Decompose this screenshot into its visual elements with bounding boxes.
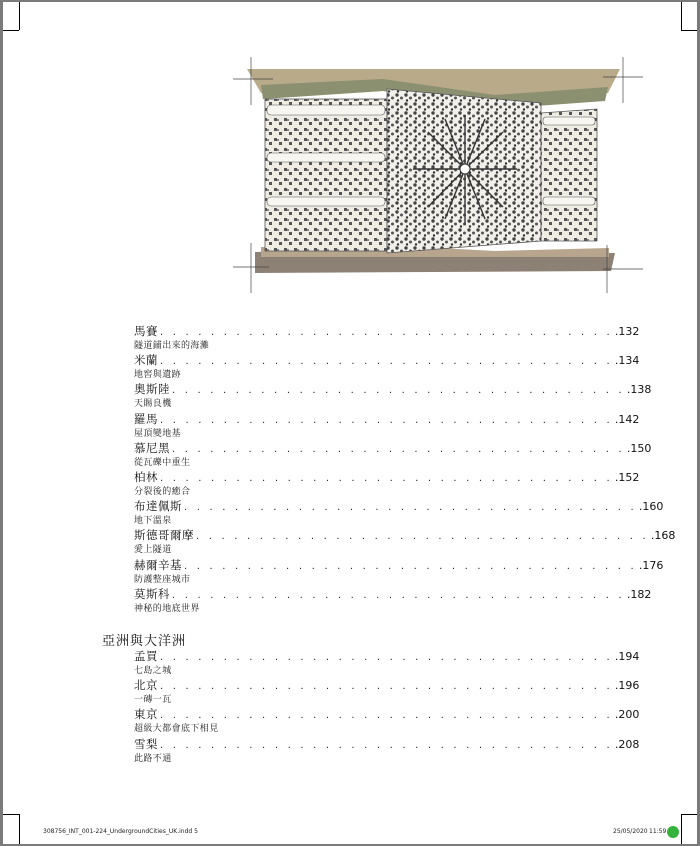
toc-leader-dots: . . . . . . . . . . . . . . . . . . . . . . . . . . . . . . . . . . . . [160,472,613,484]
registration-dot [667,826,679,838]
toc-entry-subtitle: 七島之城 [134,666,172,676]
toc-leader-dots: . . . . . . . . . . . . . . . . . . . . . . . . . . . . . . . . . . . . [172,385,625,397]
crop-mark [681,2,682,30]
table-of-contents [134,324,676,616]
catacomb-bone-wall-illustration [233,57,643,297]
toc-entry[interactable] [134,382,652,411]
toc-leader-dots: . . . . . . . . . . . . . . . . . . . . . . . . . . . . . . . . . . . . [184,502,637,514]
toc-entry[interactable] [134,649,640,678]
toc-entry-title: 布達佩斯 [134,499,182,514]
toc-leader-dots: . . . . . . . . . . . . . . . . . . . . . . . . . . . . . . . . . . . . [196,531,649,543]
toc-entry-title: 赫爾辛基 [134,557,182,572]
crop-mark [3,30,19,31]
crop-mark [681,30,697,31]
toc-entry-page: .194 [614,650,640,663]
toc-entry-title: 東京 [134,707,158,722]
toc-entry-page: .138 [626,383,652,397]
toc-entry-subtitle: 地下溫泉 [134,516,172,527]
toc-leader-dots: . . . . . . . . . . . . . . . . . . . . . . . . . . . . . . . . . . . . [160,356,613,368]
toc-entry-title: 莫斯科 [134,586,170,601]
toc-entry-page: .168 [650,529,676,543]
toc-entry[interactable] [134,324,640,353]
toc-entry-title: 北京 [134,678,158,693]
toc-entry-title: 馬賽 [134,324,158,338]
footer-time: 11:59 [649,828,667,835]
footer-slug: 308756_INT_001-224_UndergroundCities_UK.indd 5 [43,828,198,835]
crop-mark [681,814,697,815]
toc-entry-title: 柏林 [134,469,158,484]
toc-entry-page: .176 [638,558,664,572]
toc-leader-dots: . . . . . . . . . . . . . . . . . . . . . . . . . . . . . . . . . . . . [184,560,637,572]
toc-entry[interactable] [134,678,640,707]
toc-entry[interactable] [134,557,664,587]
toc-entry[interactable] [134,353,640,382]
toc-leader-dots: . . . . . . . . . . . . . . . . . . . . . . . . . . . . . . . . . . . . [172,589,625,601]
crop-mark [19,814,20,844]
footer-date: 25/05/2020 [613,828,648,835]
toc-entry-page: .150 [626,441,652,455]
toc-entry-subtitle: 隧道鋪出來的海灘 [134,341,210,351]
toc-entry-title: 孟買 [134,649,158,663]
toc-entry-title: 奧斯陸 [134,382,170,397]
toc-entry-page: .208 [614,737,640,751]
toc-entry[interactable] [134,528,676,557]
toc-leader-dots: . . . . . . . . . . . . . . . . . . . . . . . . . . . . . . . . . . . . [160,652,613,663]
toc-entry-title: 米蘭 [134,353,158,368]
toc-entry-subtitle: 屋頂變地基 [134,428,182,439]
toc-entry-subtitle: 防護整座城市 [134,574,191,585]
toc-entry-subtitle: 一磚一瓦 [134,695,172,706]
toc-entry-page: .152 [614,470,640,484]
crop-mark [3,814,19,815]
toc-entry[interactable] [134,586,652,616]
toc-leader-dots: . . . . . . . . . . . . . . . . . . . . . . . . . . . . . . . . . . . . [172,443,625,455]
toc-entry-page: .132 [614,325,640,338]
toc-entry-page: .196 [614,679,640,693]
toc-entry[interactable] [134,707,640,736]
toc-entry-subtitle: 超級大都會底下相見 [134,724,219,735]
toc-entry[interactable] [134,440,652,470]
toc-leader-dots: . . . . . . . . . . . . . . . . . . . . . . . . . . . . . . . . . . . . [160,681,613,693]
toc-entry-subtitle: 此路不通 [134,753,172,764]
toc-entry[interactable] [134,736,640,766]
toc-entry-subtitle: 地窖與遺跡 [134,370,182,381]
table-of-contents-asia [134,649,640,766]
toc-leader-dots: . . . . . . . . . . . . . . . . . . . . . . . . . . . . . . . . . . . . [160,414,613,426]
toc-entry-title: 斯德哥爾摩 [134,528,194,543]
toc-leader-dots: . . . . . . . . . . . . . . . . . . . . . . . . . . . . . . . . . . . . [160,739,613,751]
toc-entry-subtitle: 愛上隧道 [134,545,172,556]
toc-entry-subtitle: 天賜良機 [134,399,172,410]
toc-entry-title: 羅馬 [134,411,158,426]
toc-entry-title: 雪梨 [134,736,158,751]
toc-entry-title: 慕尼黑 [134,440,170,455]
toc-entry-page: .160 [638,500,664,514]
toc-entry[interactable] [134,469,640,499]
toc-entry-subtitle: 神秘的地底世界 [134,603,200,614]
toc-entry-page: .182 [626,587,652,601]
toc-entry-page: .134 [614,354,640,368]
toc-entry[interactable] [134,499,664,528]
toc-entry-subtitle: 從瓦礫中重生 [134,457,191,468]
crop-mark [19,2,20,30]
toc-entry-subtitle: 分裂後的癒合 [134,486,191,497]
toc-entry-page: .200 [614,708,640,722]
document-page [3,2,697,844]
crop-mark [681,814,682,844]
toc-entry[interactable] [134,411,640,441]
region-heading: 亞洲與大洋洲 [102,634,187,649]
toc-leader-dots: . . . . . . . . . . . . . . . . . . . . . . . . . . . . . . . . . . . . [160,710,613,722]
toc-entry-page: .142 [614,412,640,426]
toc-leader-dots: . . . . . . . . . . . . . . . . . . . . . . . . . . . . . . . . . . . . [160,327,613,338]
